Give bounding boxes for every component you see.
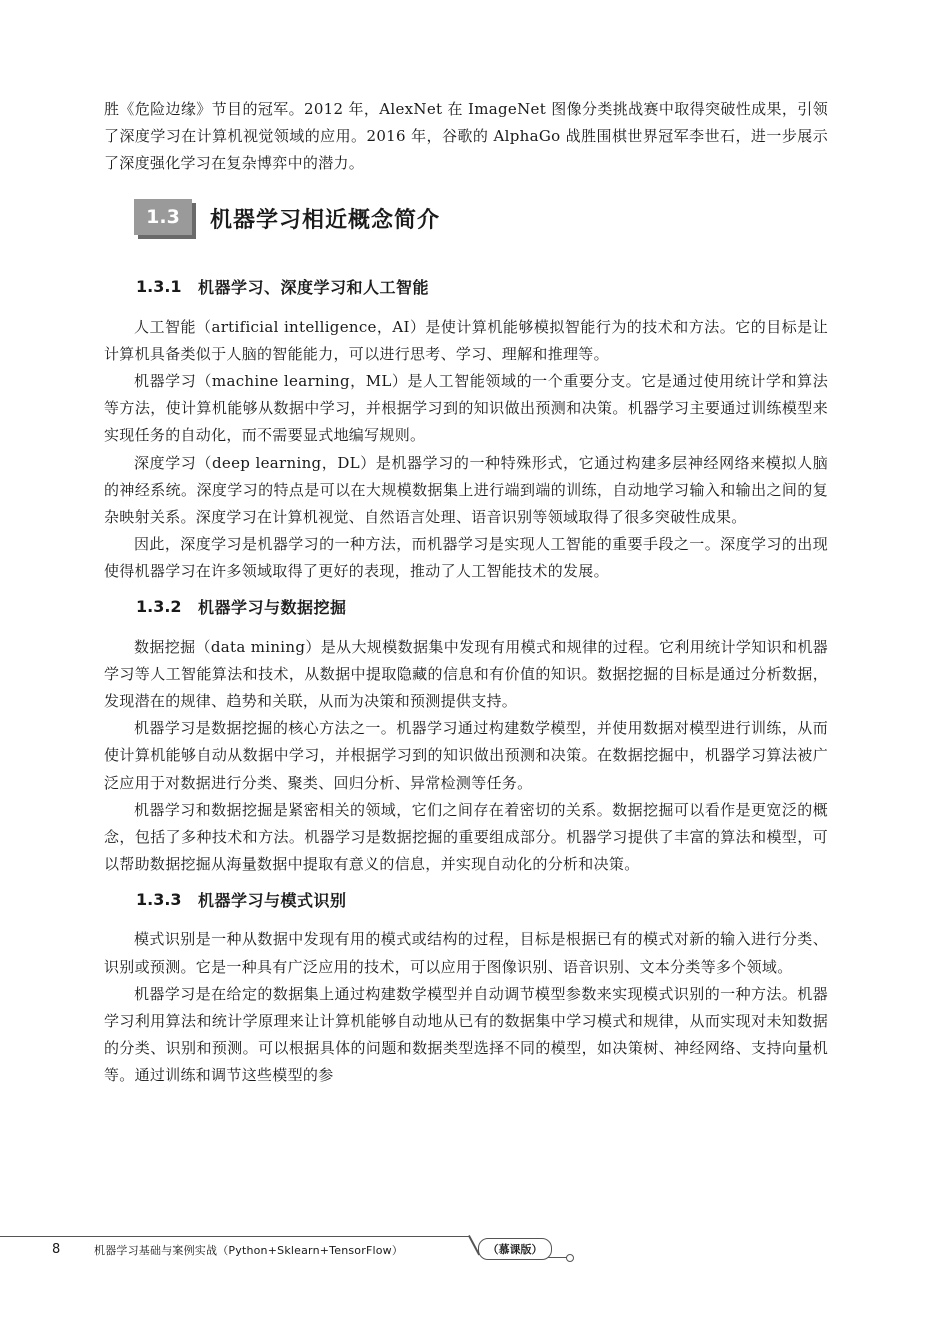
paragraph: 数据挖掘（data mining）是从大规模数据集中发现有用模式和规律的过程。它利用统计学知识和机器学习等人工智能算法和技术，从数据中提取隐藏的信息和有价值的知识。数据挖掘的目标是通过分析数据，发现潜在的规律、趋势和关联，从而为决策和预测提供支持。 — [104, 637, 828, 711]
paragraph: 因此，深度学习是机器学习的一种方法，而机器学习是实现人工智能的重要手段之一。深度学习的出现使得机器学习在许多领域取得了更好的表现，推动了人工智能技术的发展。 — [104, 535, 828, 581]
intro-paragraph: 胜《危险边缘》节目的冠军。2012 年，AlexNet 在 ImageNet 图像分类挑战赛中取得突破性成果，引领了深度学习在计算机视觉领域的应用。2016 年，谷歌的 AlphaGo 战胜围棋世界冠军李世石，进一步展示了深度强化学习在复杂博弈中的潜力。 — [104, 100, 828, 173]
subsection-number: 1.3.1 — [136, 277, 182, 297]
footer-dot-icon — [566, 1254, 574, 1262]
section-heading — [104, 194, 828, 244]
paragraph: 机器学习是数据挖掘的核心方法之一。机器学习通过构建数学模型，并使用数据对模型进行训练，从而使计算机能够自动从数据中学习，并根据学习到的知识做出预测和决策。在数据挖掘中，机器学习算法被广泛应用于对数据进行分类、聚类、回归分析、异常检测等任务。 — [104, 719, 828, 792]
edition-badge: （慕课版） — [478, 1238, 552, 1260]
subsection-heading-2 — [136, 592, 828, 622]
paragraph: 机器学习是在给定的数据集上通过构建数学模型并自动调节模型参数来实现模式识别的一种方法。机器学习利用算法和统计学原理来让计算机能够自动地从已有的数据集中学习模式和规律，从而实现对未知数据的分类、识别和预测。可以根据具体的问题和数据类型选择不同的模型，如决策树、神经网络、支持向量机等。通过训练和调节这些模型的参 — [104, 984, 828, 1085]
paragraph: 机器学习和数据挖掘是紧密相关的领域，它们之间存在着密切的关系。数据挖掘可以看作是更宽泛的概念，包括了多种技术和方法。机器学习是数据挖掘的重要组成部分。机器学习提供了丰富的算法和模型，可以帮助数据挖掘从海量数据中提取有意义的信息，并实现自动化的分析和决策。 — [104, 800, 828, 874]
footer-rule — [0, 1236, 470, 1237]
footer-tail-line — [548, 1257, 568, 1258]
paragraph: 深度学习（deep learning，DL）是机器学习的一种特殊形式，它通过构建多层神经网络来模拟人脑的神经系统。深度学习的特点是可以在大规模数据集上进行端到端的训练，自动地学习输入和输出之间的复杂映射关系。深度学习在计算机视觉、自然语言处理、语音识别等领域取得了很多突破性成果。 — [104, 453, 828, 527]
page-content — [104, 96, 828, 1090]
subsection-number: 1.3.2 — [136, 597, 182, 617]
section-number-badge — [134, 199, 196, 239]
paragraph: 模式识别是一种从数据中发现有用的模式或结构的过程，目标是根据已有的模式对新的输入进行分类、识别或预测。它是一种具有广泛应用的技术，可以应用于图像识别、语音识别、文本分类等多个领域。 — [104, 930, 828, 976]
paragraph: 机器学习（machine learning，ML）是人工智能领域的一个重要分支。它是通过使用统计学和算法等方法，使计算机能够从数据中学习，并根据学习到的知识做出预测和决策。机器学习主要通过训练模型来实现任务的自动化，而不需要显式地编写规则。 — [104, 372, 828, 445]
subsection-number: 1.3.3 — [136, 889, 182, 909]
page-number: 8 — [52, 1242, 61, 1257]
section-number: 1.3 — [134, 199, 192, 235]
subsection-heading-1 — [136, 272, 828, 302]
section-title: 机器学习相近概念简介 — [210, 208, 441, 234]
paragraph: 人工智能（artificial intelligence，AI）是使计算机能够模拟智能行为的技术和方法。它的目标是让计算机具备类似于人脑的智能能力，可以进行思考、学习、理解和推理等。 — [104, 317, 828, 363]
subsection-heading-3 — [136, 884, 828, 914]
subsection-title: 机器学习与模式识别 — [198, 890, 347, 910]
page-footer — [0, 1232, 952, 1272]
subsection-title: 机器学习与数据挖掘 — [198, 598, 347, 618]
subsection-title: 机器学习、深度学习和人工智能 — [198, 278, 430, 298]
book-title: 机器学习基础与案例实战（Python+Sklearn+TensorFlow） — [94, 1244, 404, 1257]
